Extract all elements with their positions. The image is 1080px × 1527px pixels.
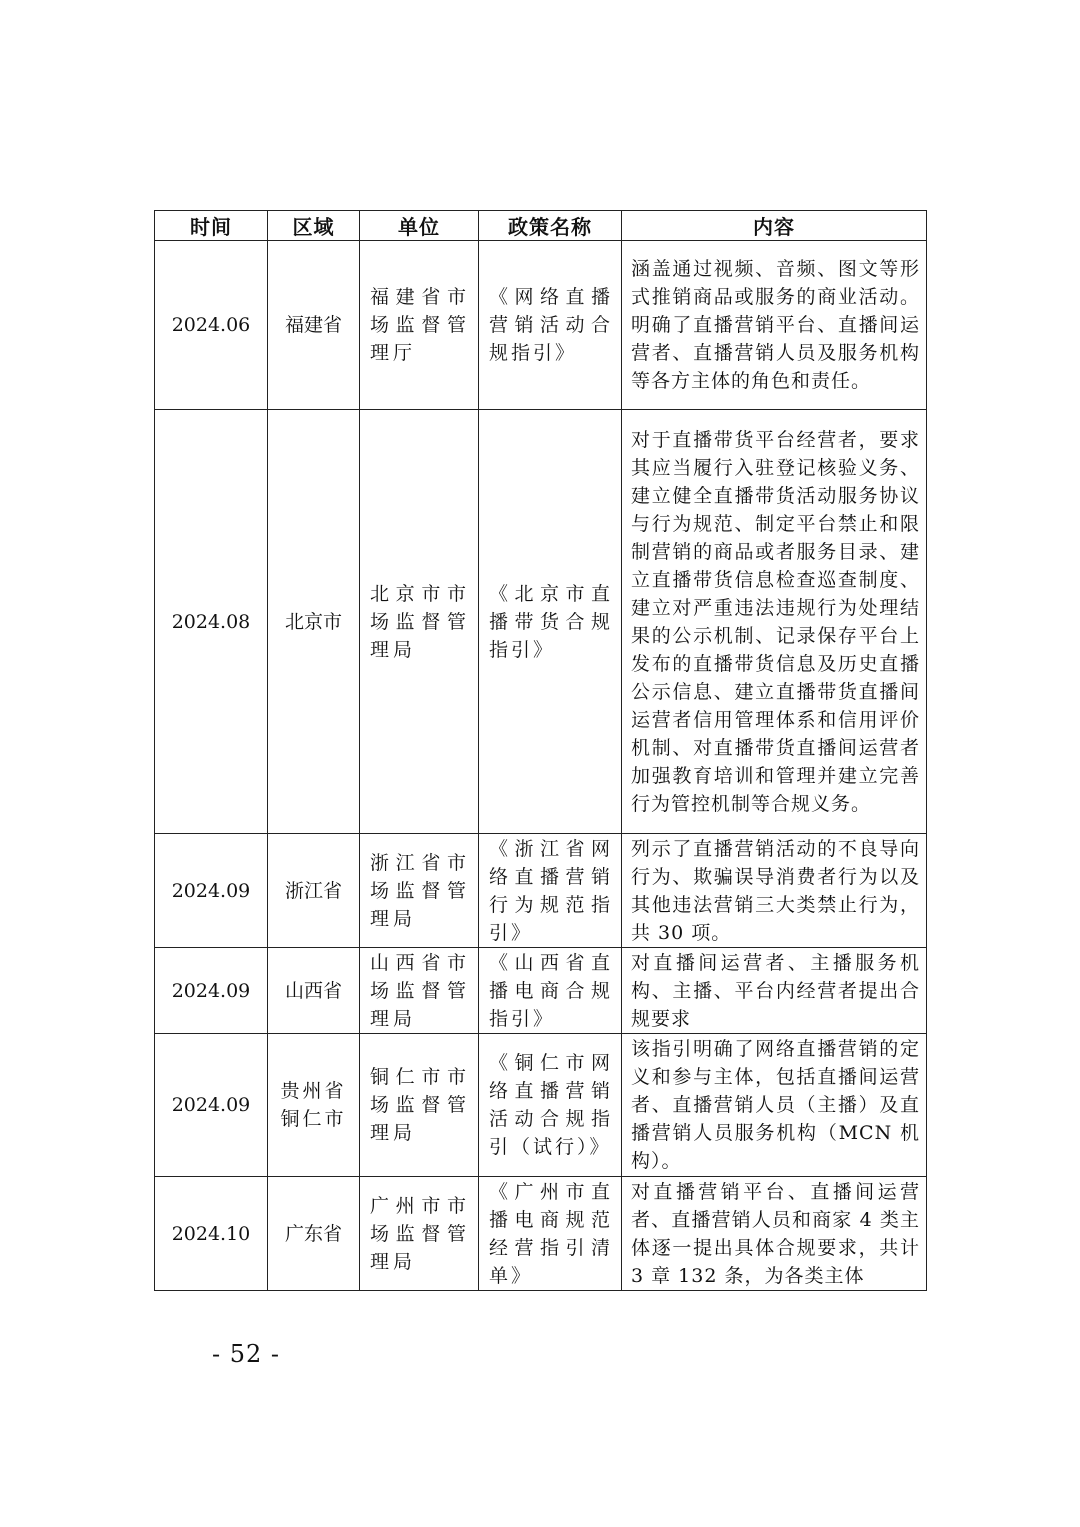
cell-unit: 北京市市场监督管理局 — [360, 410, 479, 834]
table-row — [155, 834, 927, 948]
cell-unit: 福建省市场监督管理厅 — [360, 241, 479, 410]
cell-region: 福建省 — [268, 241, 360, 410]
cell-content: 对于直播带货平台经营者，要求其应当履行入驻登记核验义务、建立健全直播带货活动服务协议与行为规范、制定平台禁止和限制营销的商品或者服务目录、建立直播带货信息检查巡查制度、建立对严重违法违规行为处理结果的公示机制、记录保存平台上发布的直播带货信息及历史直播公示信息、建立直播带货直播间运营者信用管理体系和信用评价机制、对直播带货直播间运营者加强教育培训和管理并建立完善行为管控机制等合规义务。 — [622, 410, 927, 834]
cell-content: 涵盖通过视频、音频、图文等形式推销商品或服务的商业活动。明确了直播营销平台、直播间运营者、直播营销人员及服务机构等各方主体的角色和责任。 — [622, 241, 927, 410]
header-region: 区域 — [268, 211, 360, 241]
cell-region: 山西省 — [268, 948, 360, 1034]
cell-region: 北京市 — [268, 410, 360, 834]
cell-policy-name: 《网络直播营销活动合规指引》 — [479, 241, 622, 410]
table-row — [155, 410, 927, 834]
cell-unit: 山西省市场监督管理局 — [360, 948, 479, 1034]
page-number: - 52 - — [212, 1340, 281, 1368]
cell-policy-name: 《北京市直播带货合规指引》 — [479, 410, 622, 834]
cell-unit: 浙江省市场监督管理局 — [360, 834, 479, 948]
cell-policy-name: 《浙江省网络直播营销行为规范指引》 — [479, 834, 622, 948]
cell-policy-name: 《山西省直播电商合规指引》 — [479, 948, 622, 1034]
cell-policy-name: 《铜仁市网络直播营销活动合规指引（试行）》 — [479, 1034, 622, 1177]
cell-time: 2024.09 — [155, 834, 268, 948]
table-row — [155, 948, 927, 1034]
table-row — [155, 1034, 927, 1177]
cell-region: 贵州省铜仁市 — [268, 1034, 360, 1177]
table-row — [155, 1177, 927, 1291]
cell-region: 浙江省 — [268, 834, 360, 948]
cell-content: 对直播间运营者、主播服务机构、主播、平台内经营者提出合规要求 — [622, 948, 927, 1034]
cell-content: 该指引明确了网络直播营销的定义和参与主体，包括直播间运营者、直播营销人员（主播）及直播营销人员服务机构（MCN 机构）。 — [622, 1034, 927, 1177]
policy-table — [154, 210, 927, 1291]
cell-unit: 广州市市场监督管理局 — [360, 1177, 479, 1291]
table-header-row — [155, 211, 927, 241]
cell-content: 列示了直播营销活动的不良导向行为、欺骗误导消费者行为以及其他违法营销三大类禁止行为，共 30 项。 — [622, 834, 927, 948]
cell-time: 2024.10 — [155, 1177, 268, 1291]
table-row — [155, 241, 927, 410]
cell-time: 2024.08 — [155, 410, 268, 834]
header-time: 时间 — [155, 211, 268, 241]
cell-policy-name: 《广州市直播电商规范经营指引清单》 — [479, 1177, 622, 1291]
cell-time: 2024.09 — [155, 1034, 268, 1177]
cell-time: 2024.09 — [155, 948, 268, 1034]
cell-time: 2024.06 — [155, 241, 268, 410]
header-policy-name: 政策名称 — [479, 211, 622, 241]
header-content: 内容 — [622, 211, 927, 241]
header-unit: 单位 — [360, 211, 479, 241]
cell-region: 广东省 — [268, 1177, 360, 1291]
cell-unit: 铜仁市市场监督管理局 — [360, 1034, 479, 1177]
cell-content: 对直播营销平台、直播间运营者、直播营销人员和商家 4 类主体逐一提出具体合规要求，共计 3 章 132 条，为各类主体 — [622, 1177, 927, 1291]
